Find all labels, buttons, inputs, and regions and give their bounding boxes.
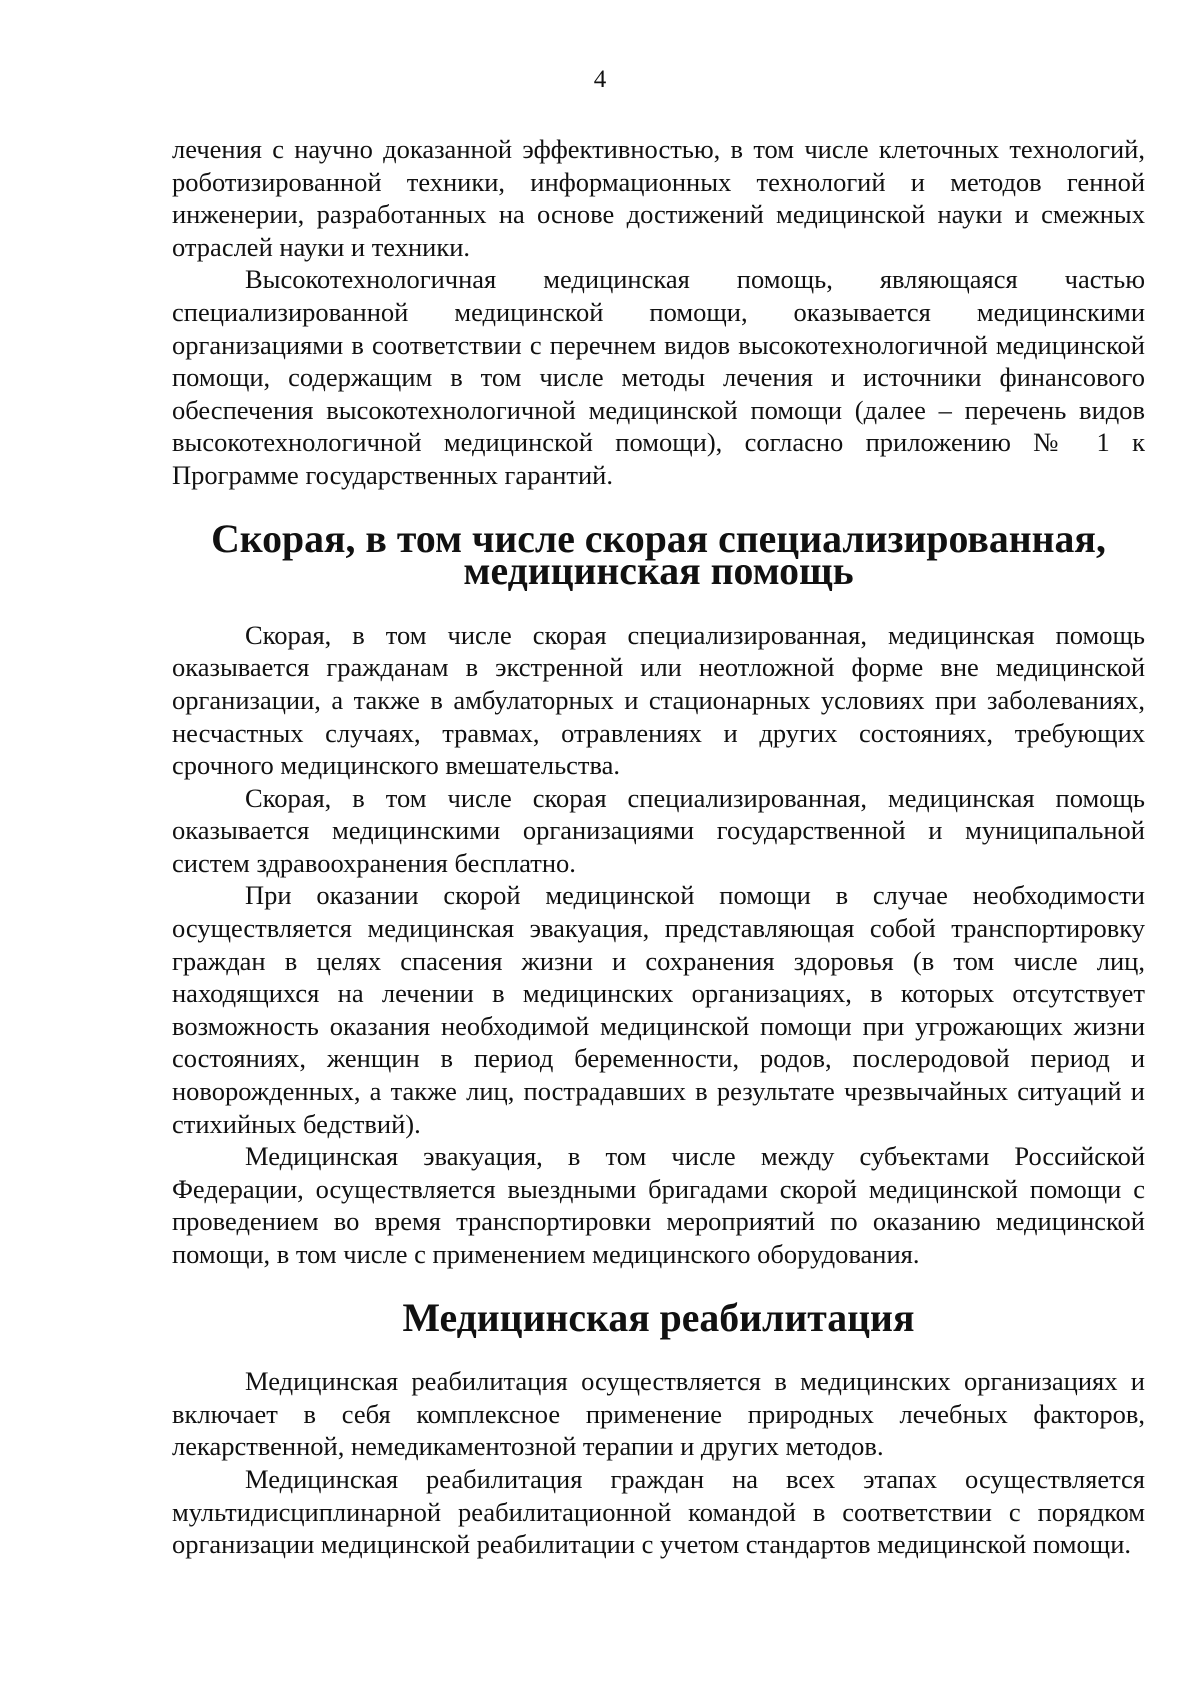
heading-medical-rehabilitation-line-1: Медицинская реабилитация [402,1295,915,1340]
paragraph-rehabilitation-team: Медицинская реабилитация граждан на всех этапах осуществляется мультидисциплинарной реабилитационной командой в соответствии с порядком организации медицинской реабилитации с учетом стандартов медицинской помощи. [172,1463,1145,1560]
paragraph-evacuation-brigades: Медицинская эвакуация, в том числе между субъектами Российской Федерации, осуществляется выездными бригадами скорой медицинской помощи с проведением во время транспортировки мероприятий по оказанию медицинской помощи, в том числе с применением медицинского оборудования. [172,1141,1145,1269]
paragraph-treatment-methods: лечения с научно доказанной эффективностью, в том числе клеточных технологий, роботизированной техники, информационных технологий и методов генной инженерии, разработанных на основе достижений медицинской науки и смежных отраслей науки и техники. [172,134,1145,262]
heading-emergency-care-line-1: Скорая, в том числе скорая специализированная, [211,516,1106,561]
paragraph-medical-evacuation: При оказании скорой медицинской помощи в случае необходимости осуществляется медицинская эвакуация, представляющая собой транспортировку граждан в целях спасения жизни и сохранения здоровья (в том числе лиц, находящихся на лечении в медицинских организациях, в которых отсутствует возможность оказания необходимой медицинской помощи при угрожающих жизни состояниях, женщин в период беременности, родов, послеродовой период и новорожденных, а также лиц, пострадавших в результате чрезвычайных ситуаций и стихийных бедствий). [172,880,1145,1139]
document-body [172,133,1145,1561]
paragraph-emergency-care-free: Скорая, в том числе скорая специализированная, медицинская помощь оказывается медицинскими организациями государственной и муниципальной систем здравоохранения бесплатно. [172,782,1145,878]
paragraph-rehabilitation-scope: Медицинская реабилитация осуществляется в медицинских организациях и включает в себя комплексное применение природных лечебных факторов, лекарственной, немедикаментозной терапии и других методов. [172,1366,1145,1462]
heading-emergency-care-line-2: медицинская помощь [463,549,854,594]
heading-emergency-care [172,516,1145,594]
paragraph-emergency-care-scope: Скорая, в том числе скорая специализированная, медицинская помощь оказывается гражданам в экстренной или неотложной форме вне медицинской организации, а также в амбулаторных и стационарных условиях при заболеваниях, несчастных случаях, травмах, отравлениях и других состояниях, требующих срочного медицинского вмешательства. [172,619,1145,781]
paragraph-high-tech-care: Высокотехнологичная медицинская помощь, являющаяся частью специализированной медицинской помощи, оказывается медицинскими организациями в соответствии с перечнем видов высокотехнологичной медицинской помощи, содержащим в том числе методы лечения и источники финансового обеспечения высокотехнологичной медицинской помощи (далее – перечень видов высокотехнологичной медицинской помощи), согласно приложению № 1 к Программе государственных гарантий. [172,264,1145,490]
heading-medical-rehabilitation [172,1295,1145,1340]
page-number: 4 [593,66,607,93]
